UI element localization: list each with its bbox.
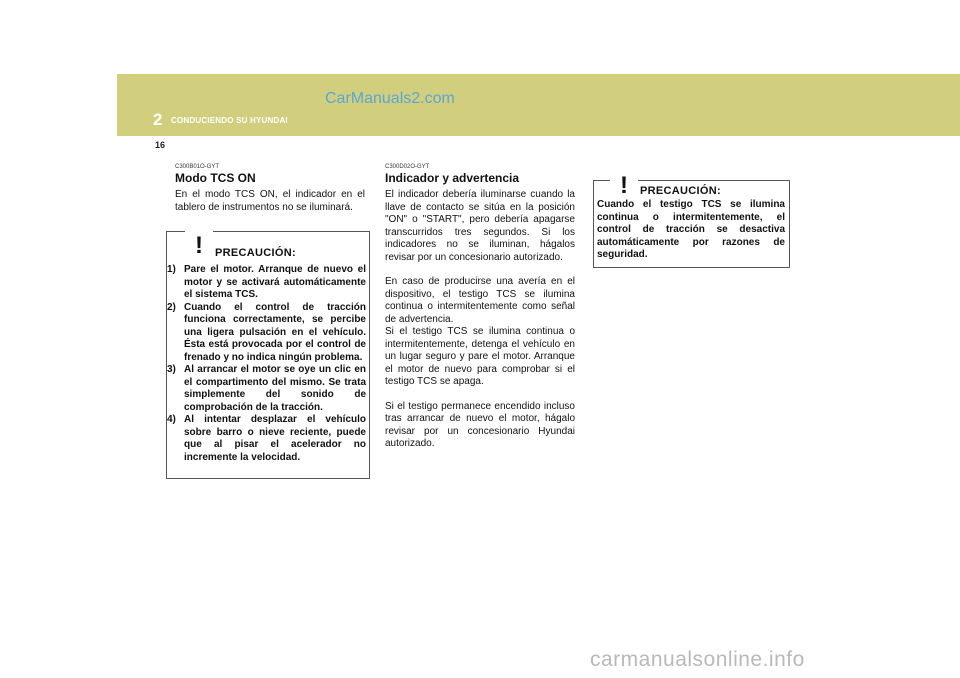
page-number: 16	[155, 140, 166, 150]
page-number-tab	[117, 136, 177, 156]
svg-text:!: !	[195, 232, 203, 255]
list-item: 2) Cuando el control de tracción funciona correctamente, se percibe una ligera pulsación en el vehículo. Ésta está provocada por el control de frenado y no indica ningún problema.	[167, 301, 366, 363]
paragraph: Si el testigo permanece encendido incluso tras arrancar de nuevo el motor, hágalo revisar por un concesionario Hyundai autorizado.	[385, 400, 575, 449]
paragraph: En caso de producirse una avería en el dispositivo, el testigo TCS se ilumina continua o intermitentemente como señal de advertencia.	[385, 276, 575, 325]
section-code: C300B01O-GYT	[175, 164, 220, 170]
list-item: 4) Al intentar desplazar el vehículo sobre barro o nieve reciente, puede que al pisar el acelerador no incremente la velocidad.	[167, 414, 366, 463]
footer-watermark: carmanualsonline.info	[590, 648, 805, 671]
warning-icon	[185, 231, 213, 255]
warning-box-left	[166, 231, 370, 479]
chapter-title: CONDUCIENDO SU HYUNDAI	[171, 116, 288, 125]
chapter-number: 2	[153, 110, 163, 129]
warning-title: PRECAUCIÓN:	[215, 247, 296, 259]
list-item: 1) Pare el motor. Arranque de nuevo el motor y se activará automáticamente el sistema TCS.	[167, 264, 366, 300]
section-heading: Modo TCS ON	[175, 171, 256, 185]
paragraph: El indicador debería iluminarse cuando la llave de contacto se sitúa en la posición "ON" o "START", pero debería apagarse transcurridos tres segundos. Si los indicadores no se iluminan, hágalos revisar por un concesionario autorizado.	[385, 189, 575, 263]
section-text: En el modo TCS ON, el indicador en el tablero de instrumentos no se iluminará.	[175, 189, 365, 213]
watermark-link[interactable]: CarManuals2.com	[325, 90, 455, 107]
warning-title: PRECAUCIÓN:	[640, 185, 721, 197]
list-item: 3) Al arrancar el motor se oye un clic en el compartimento del mismo. Se trata simplemente del sonido de comprobación de la tracción.	[167, 364, 366, 413]
section-heading: Indicador y advertencia	[385, 171, 520, 185]
paragraph: Si el testigo TCS se ilumina continua o intermitentemente, detenga el vehículo en un lugar seguro y pare el motor. Arranque el motor de nuevo para comprobar si el testigo TCS se apaga.	[385, 326, 575, 387]
warning-list	[167, 264, 366, 464]
middle-column	[385, 164, 575, 451]
left-column	[175, 164, 365, 214]
warning-text: Cuando el testigo TCS se ilumina continua o intermitentemente, el control de tracción se desactiva automáticamente por razones de seguridad.	[597, 199, 785, 260]
section-code: C300D02O-GYT	[385, 164, 430, 170]
warning-box-right	[593, 172, 790, 268]
header-band	[117, 74, 960, 136]
warning-icon	[610, 171, 638, 195]
svg-text:!: !	[620, 172, 628, 195]
